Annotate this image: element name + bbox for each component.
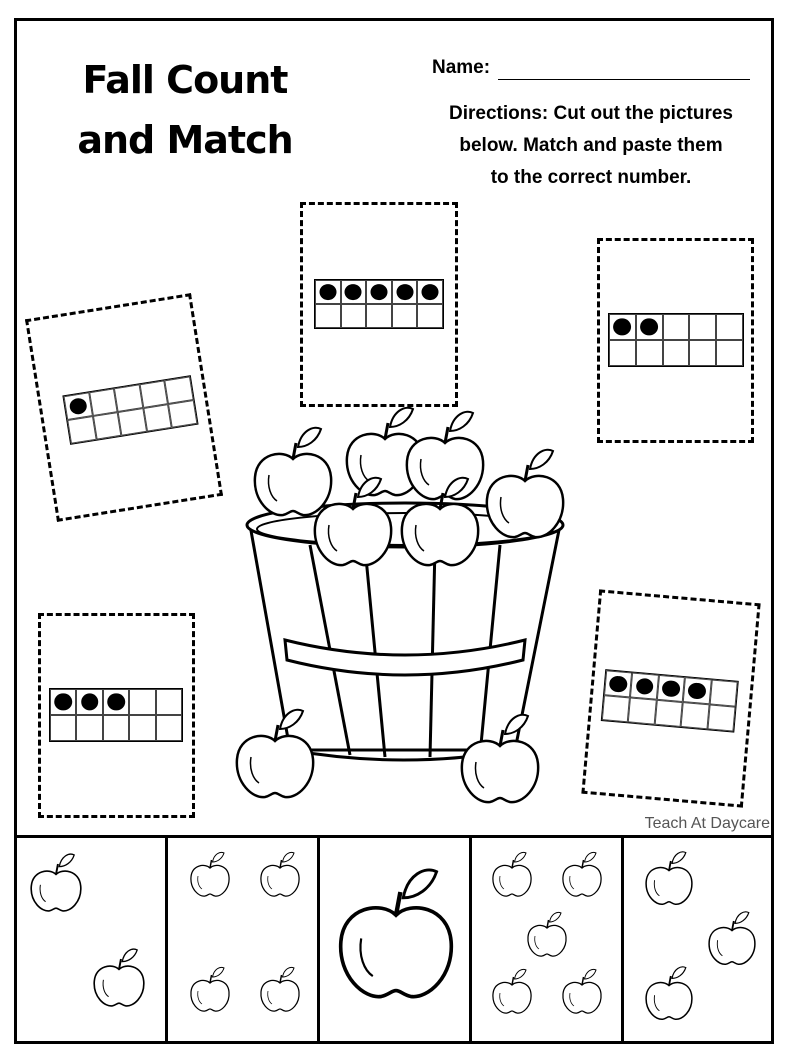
ten-frame-cell-filled [657,675,685,702]
ten-frame-cell-empty [156,689,182,715]
apple-icon [563,969,601,1013]
ten-frame-cell-filled [630,673,658,700]
apple-icon [646,852,692,904]
ten-frame-cell-empty [392,304,418,328]
ten-frame-card-five [300,202,458,407]
ten-frame-cell-filled [315,280,341,304]
apple-icon [31,854,81,911]
title-line-1: Fall Count [82,58,288,102]
apple-icon [563,852,601,896]
ten-frame-cell-empty [628,697,656,724]
ten-frame-cell-empty [709,679,737,706]
apple-group [320,835,470,1040]
ten-frame-cell-empty [663,340,690,366]
ten-frame-cell-filled [636,314,663,340]
ten-frame-cell-empty [689,340,716,366]
cut-out-card-one-apple[interactable] [320,835,472,1044]
apple-group [624,835,774,1040]
ten-frame-cell-empty [689,314,716,340]
ten-frame-cell-filled [341,280,367,304]
name-label: Name: [432,57,491,78]
ten-frame-card-four [581,589,760,807]
ten-frame-cell-empty [654,700,682,727]
apple-basket-icon [215,405,595,825]
ten-frame-cell-empty [50,715,76,741]
cut-out-card-two-apples[interactable] [14,835,168,1044]
apple-icon [493,852,531,896]
ten-frame-cell-filled [76,689,102,715]
ten-frame-card-three [38,613,195,818]
apple-icon [191,967,229,1011]
ten-frame-cell-empty [315,304,341,328]
cut-out-card-four-apples[interactable] [168,835,320,1044]
ten-frame-cell-empty [76,715,102,741]
apple-group [14,835,164,1040]
ten-frame-cell-filled [417,280,443,304]
ten-frame-cell-filled [609,314,636,340]
ten-frame-cell-filled [604,670,632,697]
ten-frame-cell-empty [636,340,663,366]
apple-icon [94,949,144,1006]
ten-frame-two [608,313,744,367]
ten-frame-cell-empty [716,340,743,366]
apple-icon [261,852,299,896]
apple-group [168,835,318,1040]
directions-line-2: below. Match and paste them [459,135,723,156]
ten-frame-cell-empty [707,704,735,731]
cut-out-strip [14,835,774,1044]
ten-frame-three [49,688,183,742]
apple-icon [341,870,452,997]
ten-frame-cell-empty [663,314,690,340]
directions-line-1: Directions: Cut out the pictures [449,103,733,124]
cut-out-card-three-apples[interactable] [624,835,774,1044]
ten-frame-card-two [597,238,754,443]
apple-icon [528,912,566,956]
ten-frame-cell-empty [156,715,182,741]
ten-frame-cell-empty [129,689,155,715]
worksheet-title [60,50,310,170]
ten-frame-cell-empty [417,304,443,328]
ten-frame-cell-empty [129,715,155,741]
ten-frame-cell-filled [50,689,76,715]
apple-icon [709,912,755,964]
ten-frame-one [62,375,198,445]
directions [425,98,757,194]
ten-frame-cell-empty [366,304,392,328]
ten-frame-cell-filled [103,689,129,715]
ten-frame-card-one [25,293,223,522]
ten-frame-four [601,669,739,732]
name-line[interactable] [498,79,750,80]
name-field[interactable] [432,57,752,85]
ten-frame-cell-filled [366,280,392,304]
apple-group [472,835,622,1040]
ten-frame-cell-empty [118,408,147,436]
ten-frame-cell-empty [681,702,709,729]
ten-frame-cell-empty [168,400,197,428]
cut-out-card-five-apples[interactable] [472,835,624,1044]
ten-frame-five [314,279,444,329]
ten-frame-cell-empty [602,695,630,722]
ten-frame-cell-filled [683,677,711,704]
apple-icon [261,967,299,1011]
ten-frame-cell-empty [143,404,172,432]
ten-frame-cell-empty [93,412,122,440]
ten-frame-cell-empty [609,340,636,366]
ten-frame-cell-empty [341,304,367,328]
apple-icon [646,967,692,1019]
ten-frame-cell-empty [103,715,129,741]
ten-frame-cell-filled [392,280,418,304]
directions-line-3: to the correct number. [490,167,692,188]
apple-icon [191,852,229,896]
ten-frame-cell-empty [716,314,743,340]
title-line-2: and Match [77,118,293,162]
credit-text: Teach At Daycare [644,815,770,832]
apple-icon [493,969,531,1013]
ten-frame-cell-empty [67,416,96,444]
